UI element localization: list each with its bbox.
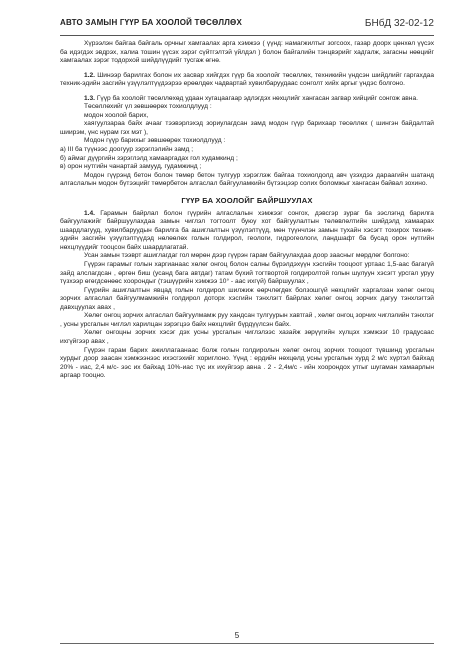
clause-number: 1.3.	[84, 94, 95, 102]
paragraph: Хөлөг онгоцны зорчих хэсэг дэх усны урсгалын чиглэлээс хазайж зөрүүгийн хүлцэх хэмжээг 10 градусаас ихгүйгээр авах ,	[60, 329, 434, 345]
section-heading: ГҮҮР БА ХООЛОЙГ БАЙРШУУЛАХ	[181, 195, 313, 205]
list-intro: Төсөллөхийг үл зөвшөөрөх тохиолдлууд :	[84, 103, 212, 111]
document-code: БНбД 32-02-12	[364, 18, 434, 29]
header-divider	[60, 35, 434, 36]
list-item: хаягуулзараа байх ачааг тээвэрлэхэд зориулагдсан замд модон гүүр барихаар төсөллөх ( шингэн байдалтай шиирэм, үнс нурам гэх мэт ),	[60, 120, 434, 136]
footer-divider	[60, 643, 434, 644]
paragraph: Усан замын тээврт ашиглагдаг гол мөрөн дээр гүүрэн гарам байгуулахдаа доор заасныг мөрдлөг болгоно:	[84, 252, 410, 260]
paragraph: Хөлөг онгоц зорчих алгаслал байгуулмамж руу хандсан тулгуурын хавтгай , хөлөг онгоц зорчих чиглэлийн тэнхлэг , усны урсгалын чиглэл харилцан зэрэгцээ байх нөхцлийг бүрдүүлсэн байх.	[60, 312, 434, 328]
page-body	[60, 40, 434, 381]
list-item: б) аймаг дүүргийн зэрэглэлд хамааргадах гол худамкинд ;	[60, 154, 238, 162]
clause-text: Гарамын байрлал болон гүүрийн алгаслалын хэмжээг сонгох, дэвсгэр зураг ба ээслэгнд барилга байгуулажийг байршуулахдаа замын чиглэл тогтоолт буюу хот байгуулалтын төлөвлөлтийн шийдэлд хамаарах шаардлагууд, хувилбаруудын барилга ба ашиглалтын үзүүлэлтүүд, мөн түүнчлэн замын тухайн хэсэгт тохирох техник-эдийн засгийн үзүүлэлтүүдэд нөлөөлөх голын голдирол, геологи, гидрогеологи, ландшафт ба бусад орон нутгийн нөхцлүүдийг тооцсон байх шаардлагатай.	[60, 209, 434, 251]
list-item: модон хоолой барих,	[84, 111, 149, 119]
list-item: в) орон нутгийн чанартай замууд, гудамжинд ;	[60, 163, 202, 171]
clause-number: 1.4.	[84, 209, 95, 217]
paragraph: Гүүрэн гарамыг голын харгианаас хөлөг онгоц болон салны бүрэлдэхүүн хэсгийн тооцоот уртаас 1,5-аас багагүй зайд алслагдсан , өргөн биш (усанд бага автдаг) татам бүхий тогтвортой голдиролтой голын шулуун хэсэгт урсгал уруу түзхээр өгөгдсөнөөс хоорондыг (тэшүүрийн хэмжээ 10° - аас ихгүй) байршуулах ,	[60, 261, 434, 286]
clause-1-4	[60, 210, 434, 253]
list-item: а) III ба түүнээс доогуур зэрэглэлийн замд ;	[60, 146, 194, 154]
list-intro: Модон гүүр барихыг зөвшөөрөх тохиолдлууд :	[84, 137, 226, 145]
paragraph: Гүүрийн ашиглалтын явцад голын голдирол шилжиж өөрчлөгдөх болзошгүй нөхцлийг харгалзан хөлөг онгоц зорчих алгаслал байгуулмамжийн голдирол доторх хэсгийн тэнхлэгт байрлах хөлөг онгоц зорчих дагуу тэнхлэгтэй давхцуулах авах ,	[60, 286, 434, 311]
page-header	[60, 18, 434, 32]
clause-text: Шинээр барилгах болон их засвар хийгдэх гүүр ба хоолойг төсөллөх, техникийн үндсэн шийдлийг гаргахдаа техник-эдийн засгийн үзүүлэлтүүдээрээ ерөөлдөх чадвартай хувилбаруудаас сонголт хийх аргыг үндэс болгоно.	[60, 71, 434, 88]
clause-text: Гүүр ба хоолойг төсөллөхөд удаан хугацаагаар эдлэгдэх нөхцлийг хангасан загвар хийцийг сонгож авна.	[96, 94, 418, 102]
clause-closing: Модон гүүрэнд бетон болон төмөр бетон тулгуур хэрэглэж байгаа тохиолдолд авч үзэхдээ дараагийн шатанд алгаслалын модон бүтээцийг төмөрбетон алгаслал байгууламкийн бүтээцээр солих боломжыг хангасан байвал зохино.	[60, 171, 434, 188]
clause-1-2	[60, 72, 434, 89]
intro-paragraph: Хүрээлэн байгаа байгаль орчныг хамгаалах арга хэмжээ ( үүнд: намагжилтыг зогсоох, газар доорх цөнхөл үүсэх ба идэгдэх эвдрэх, халиа тошин үүсэх зэрэг сүйтгэлтэй үйлдэл ) болон байгалийн тэнцвэрийг хадгалж, загасны нөөцийг хамгаалах зэрэг тодорхой шийдлүүдийг тусгаж өгнө.	[60, 40, 434, 65]
clause-number: 1.2.	[84, 71, 95, 79]
page-number: 5	[234, 631, 240, 640]
clause-1-3	[60, 95, 434, 104]
paragraph: Гүүрэн гарам барих ажиллагаанаас болж голын голдиролын хөлөг онгоц зорчих тооцоот түвшинд урсгалын хурдыг доор заасан хэмжээнээс ихэсгэхийг хориглоно. Үүнд : ердийн нөхцөлд усны урсгалын хурд 2 м/с хүртэл байхад 20% - иас, 2,4 м/с- ээс их байхад 10%-иас түс их ихүйгээр авна . 2 - 2,4м/с - ийн хоорондох утгыг шугаман хамаарлын аргаар тооцно.	[60, 346, 434, 380]
document-title: АВТО ЗАМЫН ГҮҮР БА ХООЛОЙ ТӨСӨЛЛӨХ	[60, 18, 242, 27]
